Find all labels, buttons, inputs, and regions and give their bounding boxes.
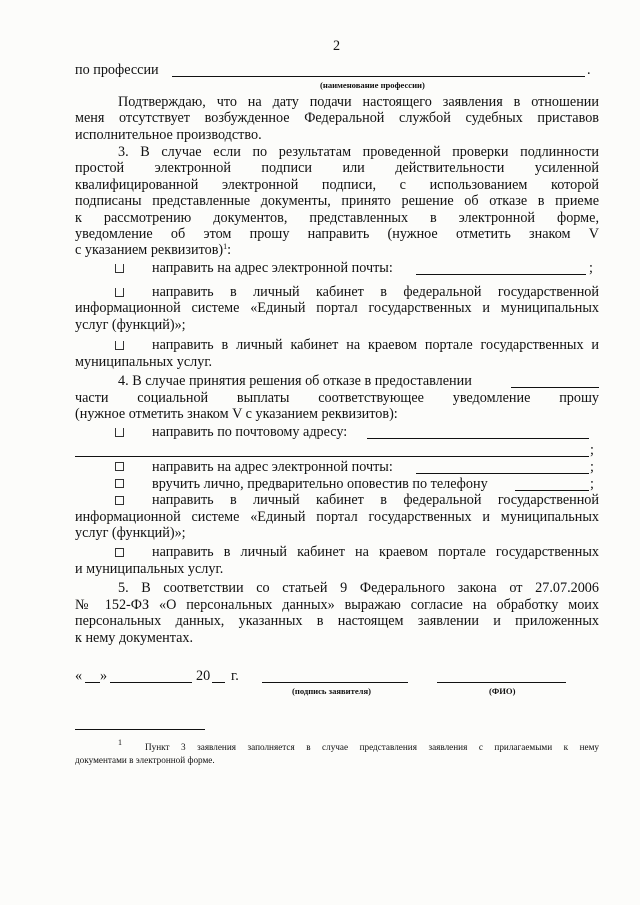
s4-email-label: направить на адрес электронной почты: bbox=[152, 459, 393, 475]
section3-line: подписаны представленные документы, принято решение об отказе в приеме bbox=[75, 193, 599, 209]
s3-gosuslugi-line: услуг (функций)»; bbox=[75, 317, 186, 333]
s3-email-end: ; bbox=[589, 260, 593, 276]
date-close-quote: » bbox=[100, 668, 108, 684]
section3-last-line: с указанием реквизитов)$^1$: bbox=[75, 242, 232, 258]
section3-line: уведомление об этом прошу направить (нужное отметить знаком V bbox=[75, 226, 599, 242]
s3-email-field[interactable] bbox=[416, 274, 586, 275]
s4-phone-field[interactable] bbox=[515, 490, 589, 491]
profession-label: по профессии bbox=[75, 62, 159, 78]
signature-caption: (подпись заявителя) bbox=[292, 686, 371, 696]
date-month-field[interactable] bbox=[110, 682, 192, 683]
section5-line: 5. В соответствии со статьей 9 Федерального закона от 27.07.2006 bbox=[118, 580, 599, 596]
date-day-field[interactable] bbox=[85, 682, 100, 683]
s4-email-checkbox[interactable] bbox=[115, 462, 124, 471]
s4-hand-checkbox[interactable] bbox=[115, 479, 124, 488]
page-number: 2 bbox=[333, 38, 341, 54]
s3-email-checkbox[interactable] bbox=[115, 264, 124, 273]
footnote-ref: 1 bbox=[223, 242, 228, 251]
date-year-field[interactable] bbox=[212, 682, 225, 683]
footnote-line: $^1$ Пункт 3 заявления заполняется в случае представления заявления с прилагаемыми к нему bbox=[118, 738, 600, 752]
date-open-quote: « bbox=[75, 668, 83, 684]
s4-regional-checkbox[interactable] bbox=[115, 548, 124, 557]
profession-end: . bbox=[587, 62, 591, 78]
s4-gosuslugi-line: направить в личный кабинет в федеральной государственной bbox=[152, 492, 599, 508]
s4-email-field[interactable] bbox=[416, 473, 589, 474]
s4-regional-line: и муниципальных услуг. bbox=[75, 561, 224, 577]
profession-field[interactable] bbox=[172, 76, 585, 77]
footnote-line: документами в электронной форме. bbox=[75, 755, 215, 765]
fio-caption: (ФИО) bbox=[489, 686, 516, 696]
s3-gosuslugi-checkbox[interactable] bbox=[115, 288, 124, 297]
s4-regional-line: направить в личный кабинет на краевом портале государственных bbox=[152, 544, 599, 560]
s4-post-label: направить по почтовому адресу: bbox=[152, 424, 348, 440]
section5-line: персональных данных, указанных в настоящем заявлении и приложенных bbox=[75, 613, 599, 629]
s3-regional-checkbox[interactable] bbox=[115, 341, 124, 350]
s4-email-end: ; bbox=[590, 459, 594, 475]
section3-line: простой электронной подписи или действительности усиленной bbox=[75, 160, 599, 176]
date-year-suffix: г. bbox=[231, 668, 239, 684]
s4-gosuslugi-line: услуг (функций)»; bbox=[75, 525, 186, 541]
section3-line: к рассмотрению документов, представленных в электронной форме, bbox=[75, 210, 599, 226]
confirm-line: Подтверждаю, что на дату подачи настоящего заявления в отношении bbox=[118, 94, 599, 110]
s3-gosuslugi-line: информационной системе «Единый портал государственных и муниципальных bbox=[75, 300, 599, 316]
s3-regional-line: муниципальных услуг. bbox=[75, 354, 213, 370]
s4-post-field[interactable] bbox=[367, 438, 589, 439]
s4-gosuslugi-checkbox[interactable] bbox=[115, 496, 124, 505]
section4-line: части социальной выплаты соответствующее уведомление прошу bbox=[75, 390, 599, 406]
s4-post-end: ; bbox=[590, 442, 594, 458]
date-year-prefix: 20 bbox=[196, 668, 211, 684]
profession-caption: (наименование профессии) bbox=[320, 80, 425, 90]
s4-hand-end: ; bbox=[590, 476, 594, 492]
s4-payment-field[interactable] bbox=[511, 387, 599, 388]
section4-line: 4. В случае принятия решения об отказе в предоставлении bbox=[118, 373, 472, 389]
section3-line: 3. В случае если по результатам проведенной проверки подлинности bbox=[118, 144, 599, 160]
fio-field[interactable] bbox=[437, 682, 566, 683]
s4-gosuslugi-line: информационной системе «Единый портал государственных и муниципальных bbox=[75, 509, 599, 525]
footnote-number: 1 bbox=[118, 738, 122, 747]
section4-line: (нужное отметить знаком V с указанием реквизитов): bbox=[75, 406, 398, 422]
confirm-line: меня отсутствует возбужденное Федеральной службой судебных приставов bbox=[75, 110, 599, 126]
section5-line: № 152-ФЗ «О персональных данных» выражаю согласие на обработку моих bbox=[75, 597, 599, 613]
s3-email-label: направить на адрес электронной почты: bbox=[152, 260, 393, 276]
confirm-line: исполнительное производство. bbox=[75, 127, 262, 143]
s4-post-field-2[interactable] bbox=[75, 456, 589, 457]
footnote-separator bbox=[75, 729, 205, 730]
s4-hand-label: вручить лично, предварительно оповестив по телефону bbox=[152, 476, 488, 492]
s3-regional-line: направить в личный кабинет на краевом портале государственных и bbox=[152, 337, 599, 353]
s3-gosuslugi-line: направить в личный кабинет в федеральной государственной bbox=[152, 284, 599, 300]
section5-line: к нему документах. bbox=[75, 630, 194, 646]
section3-line: квалифицированной электронной подписи, с использованием которой bbox=[75, 177, 599, 193]
s4-post-checkbox[interactable] bbox=[115, 428, 124, 437]
signature-field[interactable] bbox=[262, 682, 408, 683]
